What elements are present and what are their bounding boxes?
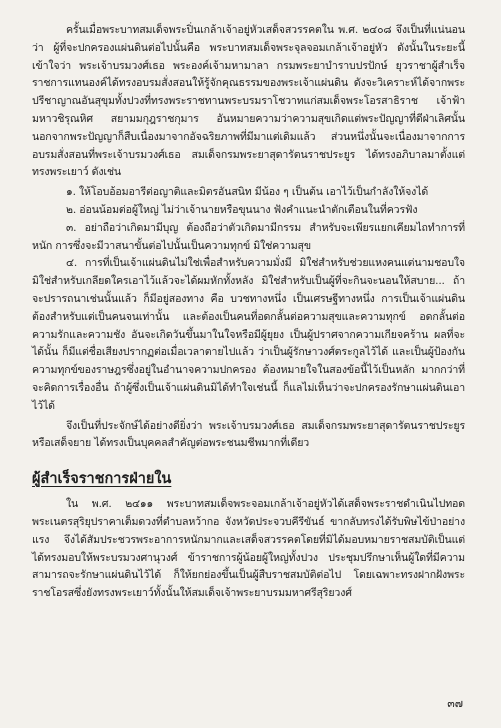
- advice-list: [32, 184, 465, 415]
- intro-paragraph: ครั้นเมื่อพระบาทสมเด็จพระปิ่นเกล้าเจ้าอยู่หัวเสด็จสวรรคตใน พ.ศ. ๒๔๐๘ จึงเป็นที่แน่นอนว่า ผู้ที่จะปกครองแผ่นดินต่อไปนั้นคือ พระบาทสมเด็จพระจุลจอมเกล้าเจ้าอยู่หัว ดังนั้นในระยะนี้เข้าใจว่า พระเจ้าบรมวงศ์เธอ พระองค์เจ้ามหามาลา กรมพระยาบำราบปรปักษ์ ยุวราชาผู้สำเร็จราชการแทนองค์ได้ทรงอบรมสั่งสอนให้รู้จักคุณธรรมของพระเจ้าแผ่นดิน ดังจะวิเคราะห์ได้จากพระปรีชาญาณอันสุขุมทั้งปวงที่ทรงพระราชทานพระบรมราโชวาทแก่สมเด็จพระโอรสาธิราช เจ้าฟ้ามหาวชิรุณหิศ สยามมกุฎราชกุมาร อันหมายความว่าความสุขเกิดแต่พระปัญญาที่ดีฝ่าเลิศนั้น นอกจากพระปัญญาก็สืบเนื่องมาจากอัจฉริยภาพที่มีมาแต่เดิมแล้ว ส่วนหนึ่งนั้นจะเนื่องมาจากการอบรมสั่งสอนที่พระเจ้าบรมวงศ์เธอ สมเด็จกรมพระยาสุดารัตนราชประยูร ได้ทรงอภิบาลมาตั้งแต่ทรงพระเยาว์ ดังเช่น: [32, 24, 465, 179]
- section-paragraph: ใน พ.ศ. ๒๔๑๑ พระบาทสมเด็จพระจอมเกล้าเจ้าอยู่หัวได้เสด็จพระราชดำเนินไปทอดพระเนตรสุริยุปราคาเต็มดวงที่ตำบลหว้ากอ จังหวัดประจวบคีรีขันธ์ ขากลับทรงได้รับพิษไข้ป่าอย่างแรง จึงได้สัมประชวรพระอาการหนักมากและเสด็จสวรรคตโดยที่มิได้มอบหมายราชสมบัติเป็นแต่ได้ทรงมอบให้พระบรมวงศานุวงศ์ ข้าราชการผู้น้อยผู้ใหญ่ทั้งปวง ประชุมปรึกษาเห็นผู้ใดที่มีความสามารถจะรักษาแผ่นดินไว้ได้ ก็ให้ยกย่องขึ้นเป็นผู้สืบราชสมบัติต่อไป โดยเฉพาะทรงฝากฝังพระราชโอรสซึ่งยังทรงพระเยาว์ทั้งนั้นให้สมเด็จเจ้าพระยาบรมมหาศรีสุริยวงศ์: [32, 498, 465, 600]
- list-item: ๒. อ่อนน้อมต่อผู้ใหญ่ ไม่ว่าเจ้านายหรือขุนนาง ฟังคำแนะนำตักเตือนในที่ควรฟัง: [66, 203, 418, 216]
- list-item: ๔. การที่เป็นเจ้าแผ่นดินไม่ใช่เพื่อสำหรับความมั่งมี มิใช่สำหรับช่วยแหงคนแต่นามชอบใจ มิใช่สำหรับเกลียดใครเอาไว้แล้วจะได้ผมหักทั้งหลัง มิใช่สำหรับเป็นผู้ที่จะกินจะนอนให้สบาย... ถ้าจะปรารถนาเช่นนั้นแล้ว ก็มีอยู่สองทาง คือ บวชทางหนึ่ง เป็นเศรษฐีทางหนึ่ง การเป็นเจ้าแผ่นดินต้องสำหรับแต่เป็นคนจนเท่านั้น และต้องเป็นคนที่อดกลั้นต่อความสุขและความทุกข์ อดกลั้นต่อความรักและความชัง อันจะเกิดวันขึ้นมาในใจหรือมีผู้ยุยง เป็นผู้ปราศจากความเกียจคร้าน ผลที่จะได้นั้น ก็มีแต่ชื่อเสียงปรากฏต่อเมื่อเวลาตายไปแล้ว ว่าเป็นผู้รักษาวงศ์ตระกูลไว้ได้ และเป็นผู้ป้องกันความทุกข์ของราษฎรซึ่งอยู่ในอำนาจความปกครอง ต้องหมายใจในสองข้อนี้ไว้เป็นหลัก มากกว่าที่จะคิดการเรื่องอื่น ถ้าผู้ซึ่งเป็นเจ้าแผ่นดินมิได้ทำใจเช่นนี้ ก็แลไม่เห็นว่าจะปกครองรักษาแผ่นดินเอาไว้ได้: [32, 257, 465, 412]
- page-number: ๓๗: [447, 697, 463, 710]
- list-item: ๑. ให้โอบอ้อมอารีต่อญาติและมิตรอันสนิท มีน้อง ๆ เป็นต้น เอาไว้เป็นกำลังให้จงได้: [66, 186, 429, 199]
- conclusion-paragraph: จึงเป็นที่ประจักษ์ได้อย่างดียิ่งว่า พระเจ้าบรมวงศ์เธอ สมเด็จกรมพระยาสุดารัตนราชประยูร หรือเสด็จยาย ได้ทรงเป็นบุคคลสำคัญต่อพระชนมชีพมากที่เดียว: [32, 419, 465, 450]
- list-item: ๓. อย่าถือว่าเกิดมามีบุญ ต้องถือว่าตัวเกิดมามีกรรม สำหรับจะเพียรแยกเคียมไถทำการที่หนัก การซึ่งจะมีวาสนาขั้นต่อไปนั้นเป็นความทุกข์ มิใช่ความสุข: [32, 221, 465, 252]
- section-title: ผู้สำเร็จราชการฝ่ายใน: [32, 471, 172, 488]
